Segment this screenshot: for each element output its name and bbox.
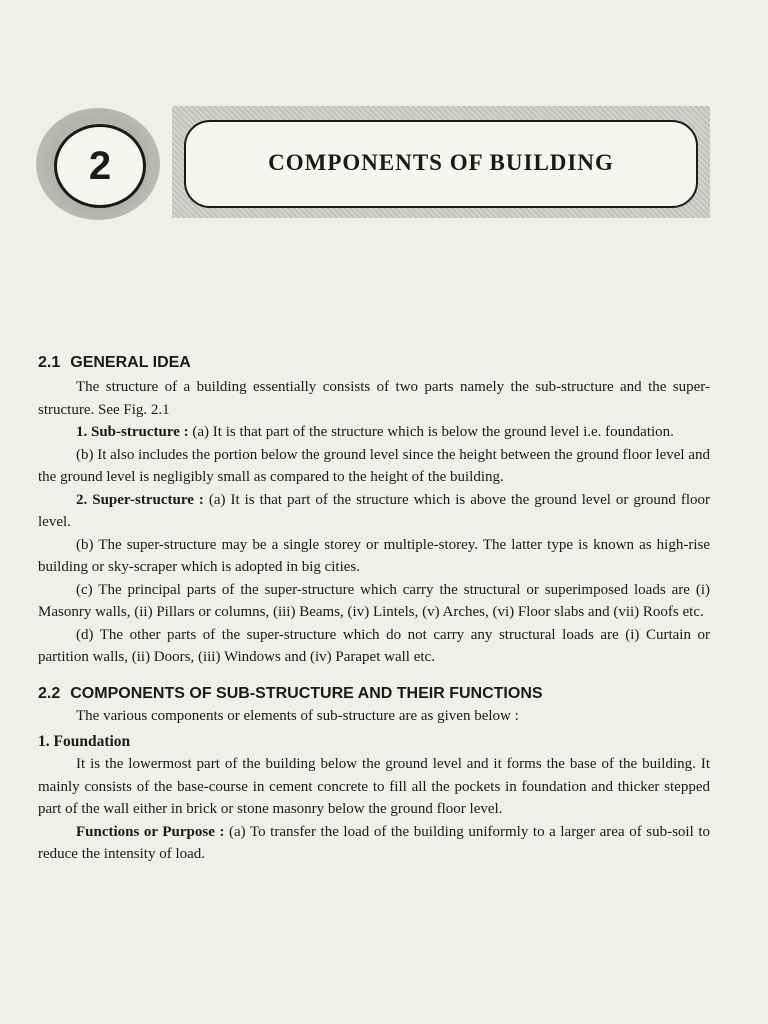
paragraph-components-intro: The various components or elements of sub-structure are as given below : xyxy=(76,707,519,724)
sub-structure-label: 1. Sub-structure : xyxy=(76,424,189,440)
section-number: 2.1 xyxy=(38,354,61,371)
super-structure-label: 2. Super-structure : xyxy=(76,491,204,508)
paragraph-general-idea: The structure of a building essentially consists of two parts namely the sub-structure and the super-structure. See Fig. 2.1 xyxy=(38,379,710,418)
section-title: GENERAL IDEA xyxy=(70,354,191,371)
section-number: 2.2 xyxy=(38,684,61,702)
chapter-number-badge xyxy=(36,108,160,220)
paragraph-sub-structure: 1. Sub-structure : (a) It is that part of the structure which is below the ground level i.e. foundation. xyxy=(76,424,674,440)
page-content xyxy=(38,352,710,866)
functions-label: Functions or Purpose : xyxy=(76,823,225,840)
paragraph-foundation: It is the lowermost part of the building below the ground level and it forms the base of the building. It mainly consists of the base-course in cement concrete to fill all the pockets in foundation and thicker stepped part of the wall either in brick or stone masonry below the ground floor level. xyxy=(38,756,710,817)
paragraph-sub-structure-b: (b) It also includes the portion below the ground level since the height between the ground floor level and the ground level is negligibly small as compared to the height of the building. xyxy=(38,446,710,485)
section-heading-2-1 xyxy=(38,352,710,374)
chapter-number: 2 xyxy=(54,124,146,208)
paragraph-super-structure: 2. Super-structure : (a) It is that part of the structure which is above the ground level or ground floor level. xyxy=(38,491,710,530)
chapter-title: COMPONENTS OF BUILDING xyxy=(268,150,614,175)
paragraph-functions: Functions or Purpose : (a) To transfer the load of the building uniformly to a larger area of sub-soil to reduce the intensity of load. xyxy=(38,823,710,862)
chapter-title-box xyxy=(184,120,698,208)
chapter-title-band xyxy=(172,106,710,218)
foundation-heading: 1. Foundation xyxy=(38,733,131,750)
section-title: COMPONENTS OF SUB-STRUCTURE AND THEIR FUNCTIONS xyxy=(70,684,543,702)
paragraph-super-structure-b: (b) The super-structure may be a single storey or multiple-storey. The latter type is known as high-rise building or sky-scraper which is adopted in big cities. xyxy=(38,536,710,575)
section-heading-2-2 xyxy=(38,683,710,705)
paragraph-super-structure-c: (c) The principal parts of the super-structure which carry the structural or superimposed loads are (i) Masonry walls, (ii) Pillars or columns, (iii) Beams, (iv) Lintels, (v) Arches, (vi) Floor slabs and (vii) Roofs etc. xyxy=(38,581,710,620)
paragraph-super-structure-d: (d) The other parts of the super-structure which do not carry any structural loads are (i) Curtain or partition walls, (ii) Doors, (iii) Windows and (iv) Parapet wall etc. xyxy=(38,626,710,665)
